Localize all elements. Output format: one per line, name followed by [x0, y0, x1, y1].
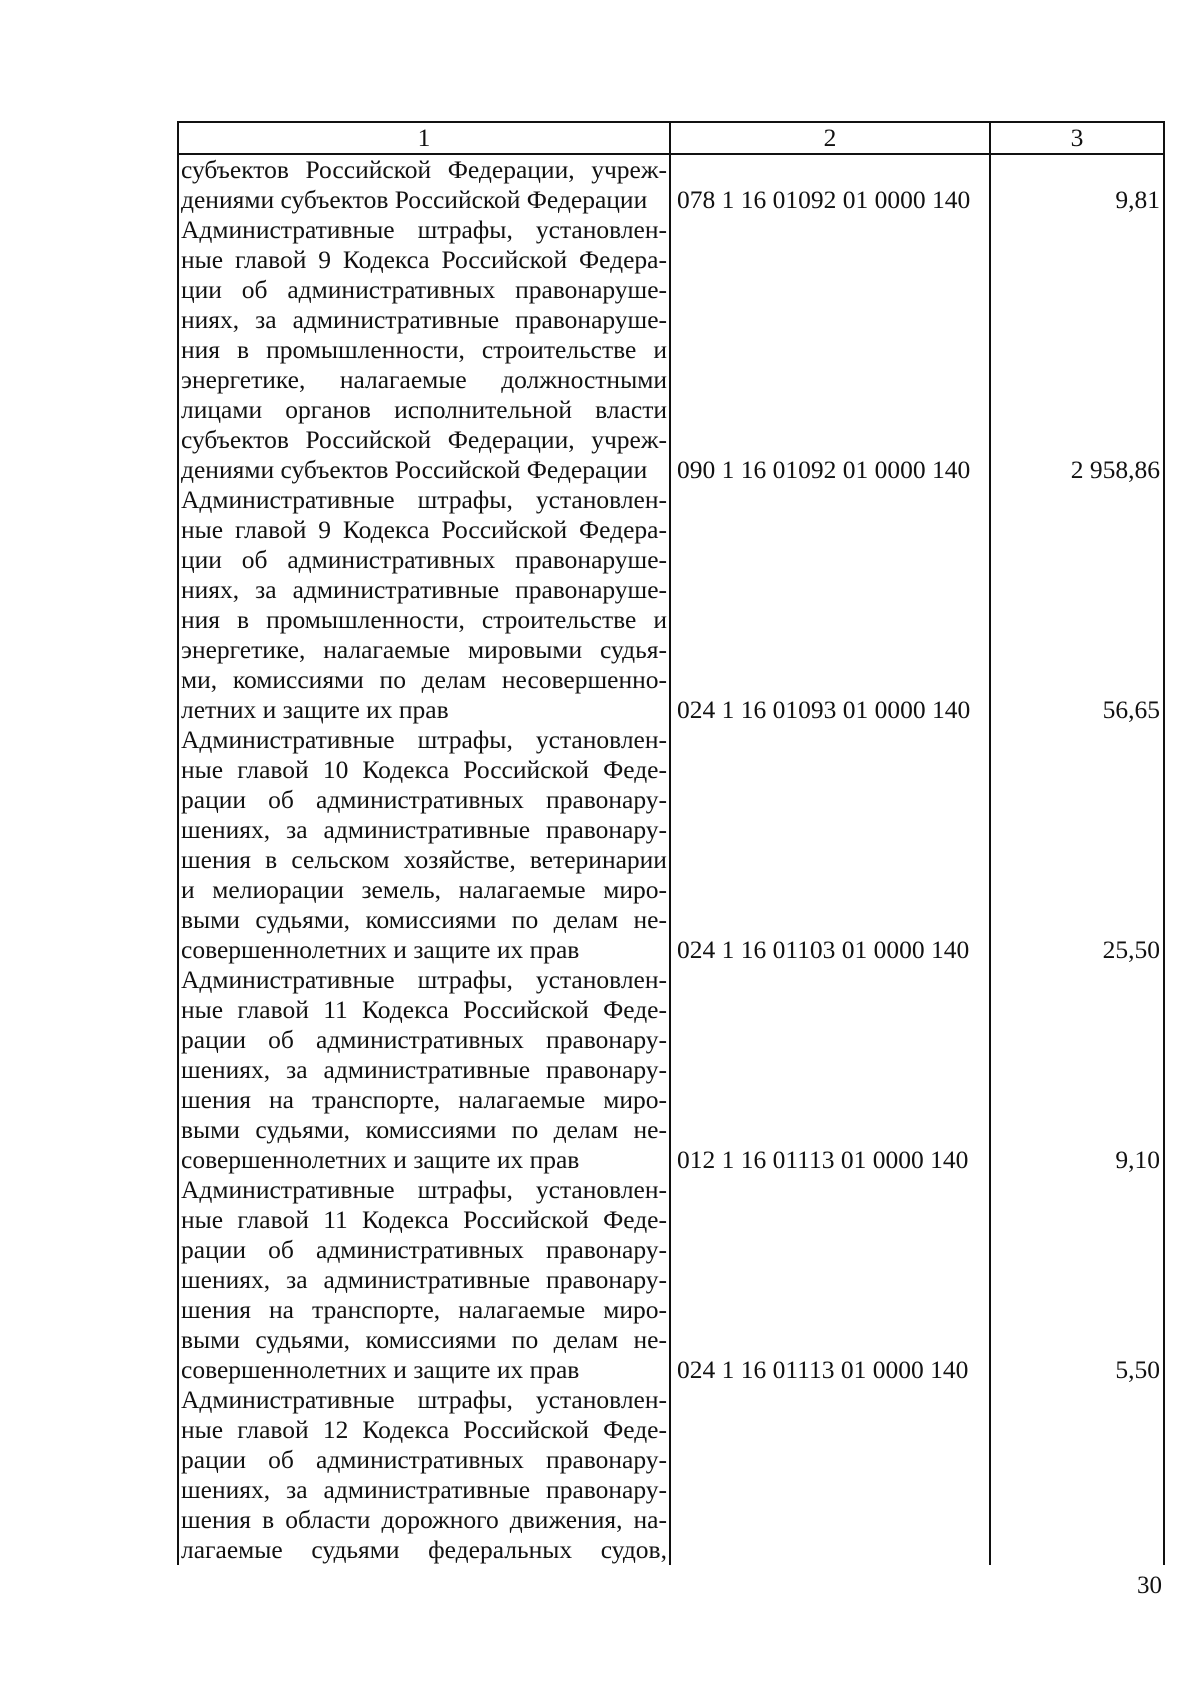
description-line: шения в сельском хозяйстве, ветеринарии [181, 845, 667, 874]
description-line: Административные штрафы, установлен- [181, 725, 667, 754]
description-line: ные главой 10 Кодекса Российской Феде- [181, 755, 667, 784]
description-line: Административные штрафы, установлен- [181, 1175, 667, 1204]
description-line: ные главой 9 Кодекса Российской Федера- [181, 515, 667, 544]
description-line: выми судьями, комиссиями по делам не- [181, 905, 667, 934]
row-code: 024 1 16 01093 01 0000 140 [670, 485, 990, 725]
description-line: дениями субъектов Российской Федерации [181, 455, 648, 484]
table-row [178, 965, 1164, 1175]
table-row [178, 154, 1164, 215]
header-row [178, 122, 1164, 154]
description-line: ми, комиссиями по делам несовершенно- [181, 665, 667, 694]
description-line: шениях, за административные правонару- [181, 815, 667, 844]
description-line: субъектов Российской Федерации, учреж- [181, 425, 667, 454]
row-code [670, 1385, 990, 1565]
row-description [178, 965, 670, 1175]
budget-table [177, 121, 1165, 1565]
table-row [178, 725, 1164, 965]
description-line: ния в промышленности, строительстве и [181, 335, 667, 364]
row-description [178, 1385, 670, 1565]
page-number: 30 [1137, 1572, 1162, 1599]
description-line: шениях, за административные правонару- [181, 1055, 667, 1084]
description-line: совершеннолетних и защите их прав [181, 1145, 580, 1174]
description-line: Административные штрафы, установлен- [181, 965, 667, 994]
description-line: летних и защите их прав [181, 695, 449, 724]
description-line: ниях, за административные правонаруше- [181, 305, 667, 334]
description-line: шениях, за административные правонару- [181, 1265, 667, 1294]
description-line: шения на транспорте, налагаемые миро- [181, 1085, 667, 1114]
row-code: 024 1 16 01103 01 0000 140 [670, 725, 990, 965]
description-line: рации об административных правонару- [181, 1235, 667, 1264]
description-line: выми судьями, комиссиями по делам не- [181, 1115, 667, 1144]
row-amount: 2 958,86 [990, 215, 1164, 485]
row-amount: 5,50 [990, 1175, 1164, 1385]
description-line: Административные штрафы, установлен- [181, 485, 667, 514]
description-line: ния в промышленности, строительстве и [181, 605, 667, 634]
row-code: 024 1 16 01113 01 0000 140 [670, 1175, 990, 1385]
description-line: ниях, за административные правонаруше- [181, 575, 667, 604]
header-col-1: 1 [178, 122, 670, 154]
description-line: рации об административных правонару- [181, 1445, 667, 1474]
description-line: энергетике, налагаемые мировыми судья- [181, 635, 667, 664]
description-line: Административные штрафы, установлен- [181, 1385, 667, 1414]
row-code: 078 1 16 01092 01 0000 140 [670, 154, 990, 215]
row-amount: 9,10 [990, 965, 1164, 1175]
description-line: энергетике, налагаемые должностными [181, 365, 667, 394]
row-amount: 9,81 [990, 154, 1164, 215]
row-description [178, 725, 670, 965]
description-line: шениях, за административные правонару- [181, 1475, 667, 1504]
description-line: шения на транспорте, налагаемые миро- [181, 1295, 667, 1324]
row-code: 090 1 16 01092 01 0000 140 [670, 215, 990, 485]
description-line: совершеннолетних и защите их прав [181, 1355, 580, 1384]
row-description [178, 485, 670, 725]
row-description [178, 215, 670, 485]
table-body [178, 154, 1164, 1565]
description-line: ные главой 11 Кодекса Российской Феде- [181, 1205, 667, 1234]
row-description [178, 154, 670, 215]
row-amount: 25,50 [990, 725, 1164, 965]
description-line: лицами органов исполнительной власти [181, 395, 667, 424]
description-line: ции об административных правонаруше- [181, 275, 667, 304]
header-col-2: 2 [670, 122, 990, 154]
description-line: рации об административных правонару- [181, 1025, 667, 1054]
header-col-3: 3 [990, 122, 1164, 154]
description-line: лагаемые судьями федеральных судов, [181, 1535, 667, 1564]
description-line: ные главой 12 Кодекса Российской Феде- [181, 1415, 667, 1444]
description-line: выми судьями, комиссиями по делам не- [181, 1325, 667, 1354]
description-line: шения в области дорожного движения, на- [181, 1505, 667, 1534]
row-description [178, 1175, 670, 1385]
description-line: рации об административных правонару- [181, 785, 667, 814]
description-line: ции об административных правонаруше- [181, 545, 667, 574]
description-line: Административные штрафы, установлен- [181, 215, 667, 244]
description-line: ные главой 11 Кодекса Российской Феде- [181, 995, 667, 1024]
row-amount: 56,65 [990, 485, 1164, 725]
description-line: дениями субъектов Российской Федерации [181, 185, 648, 214]
table-row [178, 485, 1164, 725]
description-line: субъектов Российской Федерации, учреж- [181, 155, 667, 184]
description-line: совершеннолетних и защите их прав [181, 935, 580, 964]
table-row [178, 1175, 1164, 1385]
table-row [178, 1385, 1164, 1565]
description-line: и мелиорации земель, налагаемые миро- [181, 875, 667, 904]
table-header [178, 122, 1164, 154]
row-code: 012 1 16 01113 01 0000 140 [670, 965, 990, 1175]
row-amount [990, 1385, 1164, 1565]
table-row [178, 215, 1164, 485]
description-line: ные главой 9 Кодекса Российской Федера- [181, 245, 667, 274]
